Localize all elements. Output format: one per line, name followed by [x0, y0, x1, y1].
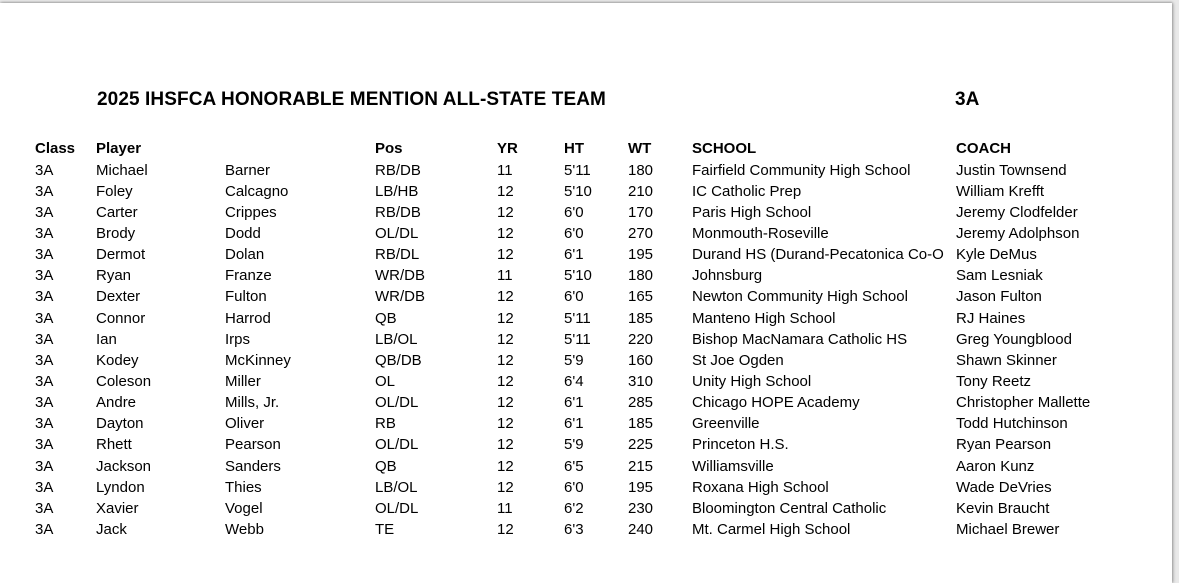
cell-last-name: Mills, Jr. — [225, 394, 280, 412]
table-row — [0, 498, 1172, 519]
cell-position: OL/DL — [375, 499, 419, 517]
cell-height: 6'0 — [564, 478, 584, 496]
cell-height: 5'11 — [564, 330, 591, 348]
cell-position: OL/DL — [375, 436, 419, 454]
table-header — [0, 138, 1172, 159]
cell-class: 3A — [35, 436, 54, 454]
cell-school: Durand HS (Durand-Pecatonica Co-O — [692, 246, 944, 264]
cell-school: St Joe Ogden — [692, 351, 784, 369]
cell-year: 12 — [497, 330, 514, 348]
table-row — [0, 413, 1172, 434]
cell-height: 6'0 — [564, 288, 584, 306]
cell-weight: 240 — [628, 521, 654, 539]
document-page — [0, 3, 1172, 583]
cell-school: Princeton H.S. — [692, 436, 789, 454]
cell-coach: Aaron Kunz — [956, 457, 1035, 475]
cell-coach: Michael Brewer — [956, 521, 1060, 539]
cell-weight: 230 — [628, 499, 654, 517]
table-row — [0, 392, 1172, 413]
cell-weight: 225 — [628, 436, 654, 454]
cell-class: 3A — [35, 161, 54, 179]
cell-last-name: Calcagno — [225, 182, 289, 200]
cell-last-name: Fulton — [225, 288, 267, 306]
cell-position: QB — [375, 457, 397, 475]
cell-coach: RJ Haines — [956, 309, 1026, 327]
cell-school: Johnsburg — [692, 267, 763, 285]
cell-class: 3A — [35, 288, 54, 306]
cell-school: Unity High School — [692, 373, 812, 390]
cell-height: 6'1 — [564, 394, 584, 412]
cell-class: 3A — [35, 351, 54, 369]
cell-coach: Jason Fulton — [956, 288, 1042, 306]
cell-class: 3A — [35, 203, 54, 221]
header-yr: YR — [497, 140, 518, 157]
cell-coach: Greg Youngblood — [956, 330, 1072, 348]
cell-last-name: McKinney — [225, 351, 291, 369]
cell-year: 12 — [497, 457, 514, 475]
cell-class: 3A — [35, 499, 54, 517]
cell-class: 3A — [35, 521, 54, 539]
cell-weight: 180 — [628, 161, 654, 179]
cell-last-name: Thies — [225, 478, 262, 496]
table-row — [0, 329, 1172, 350]
cell-height: 6'2 — [564, 499, 584, 517]
cell-height: 6'0 — [564, 203, 584, 221]
cell-last-name: Barner — [225, 161, 271, 179]
table-row — [0, 202, 1172, 223]
header-wt: WT — [628, 140, 652, 157]
cell-school: Manteno High School — [692, 309, 836, 327]
cell-coach: Todd Hutchinson — [956, 415, 1068, 433]
cell-weight: 165 — [628, 288, 654, 306]
cell-class: 3A — [35, 330, 54, 348]
header-player: Player — [96, 140, 142, 157]
cell-coach: William Krefft — [956, 182, 1045, 200]
cell-year: 12 — [497, 415, 514, 433]
cell-last-name: Sanders — [225, 457, 281, 475]
cell-year: 12 — [497, 182, 514, 200]
header-class: Class — [35, 140, 76, 157]
cell-class: 3A — [35, 267, 54, 285]
cell-year: 12 — [497, 521, 514, 539]
table-row — [0, 160, 1172, 181]
cell-year: 12 — [497, 394, 514, 412]
header-pos: Pos — [375, 140, 403, 157]
cell-school: Newton Community High School — [692, 288, 908, 306]
cell-last-name: Irps — [225, 330, 251, 348]
cell-position: OL — [375, 373, 396, 390]
table-row — [0, 371, 1172, 392]
cell-class: 3A — [35, 457, 54, 475]
cell-position: QB/DB — [375, 351, 422, 369]
cell-last-name: Harrod — [225, 309, 271, 327]
cell-weight: 215 — [628, 457, 654, 475]
cell-last-name: Oliver — [225, 415, 265, 433]
cell-position: LB/HB — [375, 182, 419, 200]
cell-weight: 160 — [628, 351, 654, 369]
cell-height: 5'11 — [564, 309, 591, 327]
table-row — [0, 477, 1172, 498]
cell-class: 3A — [35, 478, 54, 496]
cell-height: 6'5 — [564, 457, 584, 475]
cell-last-name: Dodd — [225, 224, 261, 242]
cell-coach: Kyle DeMus — [956, 246, 1037, 264]
table-row — [0, 223, 1172, 244]
cell-position: WR/DB — [375, 288, 425, 306]
cell-first-name: Xavier — [96, 499, 139, 517]
cell-height: 6'0 — [564, 224, 584, 242]
cell-height: 5'11 — [564, 161, 591, 179]
cell-coach: Jeremy Clodfelder — [956, 203, 1078, 221]
cell-year: 12 — [497, 351, 514, 369]
cell-first-name: Dexter — [96, 288, 141, 306]
cell-height: 6'4 — [564, 373, 584, 390]
cell-last-name: Crippes — [225, 203, 277, 221]
cell-weight: 195 — [628, 478, 654, 496]
cell-year: 11 — [497, 267, 513, 285]
cell-last-name: Miller — [225, 373, 261, 390]
header-school: SCHOOL — [692, 140, 757, 157]
cell-first-name: Ryan — [96, 267, 132, 285]
cell-weight: 220 — [628, 330, 654, 348]
cell-coach: Shawn Skinner — [956, 351, 1057, 369]
cell-position: OL/DL — [375, 224, 419, 242]
cell-last-name: Franze — [225, 267, 272, 285]
cell-year: 12 — [497, 309, 514, 327]
cell-first-name: Rhett — [96, 436, 132, 454]
cell-height: 5'10 — [564, 267, 592, 285]
page-title: 2025 IHSFCA HONORABLE MENTION ALL-STATE TEAM — [97, 89, 606, 110]
cell-first-name: Connor — [96, 309, 146, 327]
cell-position: RB/DB — [375, 161, 421, 179]
cell-position: OL/DL — [375, 394, 419, 412]
cell-year: 12 — [497, 246, 514, 264]
cell-school: Mt. Carmel High School — [692, 521, 851, 539]
cell-first-name: Jack — [96, 521, 127, 539]
cell-position: RB/DB — [375, 203, 421, 221]
cell-weight: 270 — [628, 224, 654, 242]
cell-school: Bloomington Central Catholic — [692, 499, 887, 517]
cell-school: Greenville — [692, 415, 760, 433]
cell-school: IC Catholic Prep — [692, 182, 802, 200]
cell-coach: Kevin Braucht — [956, 499, 1050, 517]
cell-year: 12 — [497, 373, 514, 390]
cell-height: 6'1 — [564, 246, 584, 264]
cell-position: RB/DL — [375, 246, 420, 264]
cell-height: 6'1 — [564, 415, 584, 433]
cell-position: LB/OL — [375, 478, 418, 496]
cell-coach: Tony Reetz — [956, 373, 1032, 390]
table-row — [0, 181, 1172, 202]
cell-class: 3A — [35, 182, 54, 200]
cell-weight: 170 — [628, 203, 654, 221]
cell-class: 3A — [35, 373, 54, 390]
cell-weight: 180 — [628, 267, 654, 285]
cell-first-name: Jackson — [96, 457, 152, 475]
cell-weight: 185 — [628, 415, 654, 433]
cell-year: 11 — [497, 499, 513, 517]
cell-coach: Wade DeVries — [956, 478, 1052, 496]
class-heading: 3A — [955, 89, 980, 110]
table-row — [0, 265, 1172, 286]
cell-weight: 185 — [628, 309, 654, 327]
cell-coach: Sam Lesniak — [956, 267, 1043, 285]
cell-year: 12 — [497, 224, 514, 242]
cell-class: 3A — [35, 415, 54, 433]
cell-school: Roxana High School — [692, 478, 829, 496]
cell-school: Williamsville — [692, 457, 774, 475]
cell-weight: 195 — [628, 246, 654, 264]
cell-class: 3A — [35, 394, 54, 412]
cell-class: 3A — [35, 224, 54, 242]
cell-first-name: Coleson — [96, 373, 152, 390]
cell-school: Bishop MacNamara Catholic HS — [692, 330, 908, 348]
cell-weight: 210 — [628, 182, 654, 200]
cell-school: Fairfield Community High School — [692, 161, 911, 179]
table-row — [0, 244, 1172, 265]
cell-first-name: Carter — [96, 203, 138, 221]
cell-coach: Christopher Mallette — [956, 394, 1091, 412]
cell-height: 5'9 — [564, 436, 584, 454]
table-row — [0, 434, 1172, 455]
cell-height: 5'9 — [564, 351, 584, 369]
cell-position: RB — [375, 415, 396, 433]
header-ht: HT — [564, 140, 584, 157]
cell-coach: Justin Townsend — [956, 161, 1067, 179]
table-row — [0, 456, 1172, 477]
cell-year: 12 — [497, 436, 514, 454]
cell-last-name: Vogel — [225, 499, 263, 517]
cell-school: Monmouth-Roseville — [692, 224, 829, 242]
cell-weight: 285 — [628, 394, 654, 412]
cell-position: LB/OL — [375, 330, 418, 348]
cell-height: 6'3 — [564, 521, 584, 539]
cell-last-name: Webb — [225, 521, 264, 539]
cell-year: 11 — [497, 161, 513, 179]
cell-class: 3A — [35, 309, 54, 327]
cell-position: TE — [375, 521, 395, 539]
cell-last-name: Pearson — [225, 436, 281, 454]
table-row — [0, 308, 1172, 329]
cell-first-name: Foley — [96, 182, 133, 200]
cell-first-name: Kodey — [96, 351, 139, 369]
cell-first-name: Dayton — [96, 415, 144, 433]
table-row — [0, 286, 1172, 307]
cell-first-name: Lyndon — [96, 478, 145, 496]
cell-year: 12 — [497, 203, 514, 221]
cell-height: 5'10 — [564, 182, 592, 200]
cell-position: QB — [375, 309, 397, 327]
cell-first-name: Ian — [96, 330, 117, 348]
cell-first-name: Brody — [96, 224, 136, 242]
cell-last-name: Dolan — [225, 246, 265, 264]
cell-year: 12 — [497, 288, 514, 306]
cell-weight: 310 — [628, 373, 654, 390]
cell-first-name: Dermot — [96, 246, 146, 264]
cell-first-name: Michael — [96, 161, 148, 179]
table-row — [0, 350, 1172, 371]
cell-first-name: Andre — [96, 394, 137, 412]
cell-school: Paris High School — [692, 203, 812, 221]
table-row — [0, 519, 1172, 540]
cell-coach: Jeremy Adolphson — [956, 224, 1080, 242]
cell-year: 12 — [497, 478, 514, 496]
header-coach: COACH — [956, 140, 1011, 157]
cell-coach: Ryan Pearson — [956, 436, 1052, 454]
cell-position: WR/DB — [375, 267, 425, 285]
cell-school: Chicago HOPE Academy — [692, 394, 860, 412]
cell-class: 3A — [35, 246, 54, 264]
